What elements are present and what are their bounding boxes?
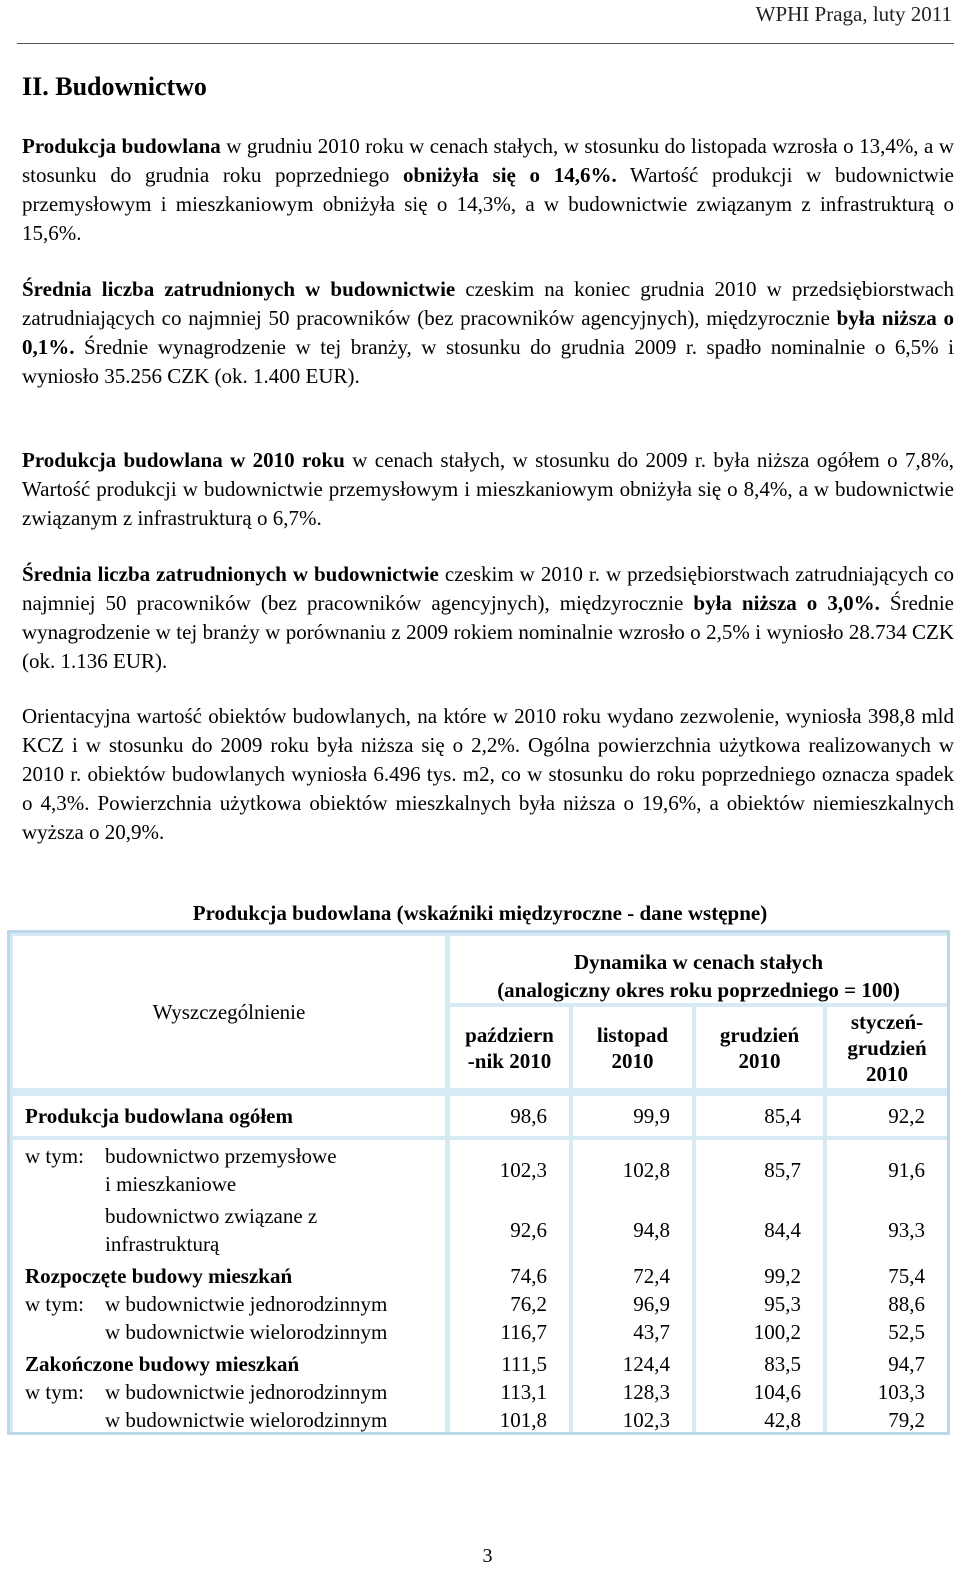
col-header-line: styczeń- — [850, 1009, 924, 1034]
data-table — [7, 930, 950, 1435]
p1-bold-2: obniżyła się o 14,6%. — [403, 163, 617, 187]
table-cell: 102,3 — [622, 1408, 670, 1432]
col-header-line: 2010 — [611, 1048, 654, 1073]
col-header-line: 2010 — [866, 1061, 908, 1086]
p1-bold-1: Produkcja budowlana — [22, 134, 221, 158]
row-label-completed: Zakończone budowy mieszkań — [25, 1352, 300, 1376]
section-title: II. Budownictwo — [22, 72, 207, 101]
row-prefix: w tym: — [25, 1292, 84, 1316]
table-cell: 113,1 — [500, 1380, 547, 1404]
row-label-total: Produkcja budowlana ogółem — [13, 1096, 445, 1136]
group-header-line2: (analogiczny okres roku poprzedniego = 100) — [497, 978, 900, 1002]
table-col-cell — [827, 1260, 947, 1348]
table-cell: 83,5 — [764, 1352, 801, 1376]
col-header-line: grudzień — [847, 1035, 927, 1060]
column-header-november — [573, 1007, 692, 1088]
p2-text-2: Średnie wynagrodzenie w tej branży, w stosunku do grudnia 2009 r. spadło nominalnie o 6,5% i wyniosło 35.256 CZK (ok. 1.400 EUR). — [22, 335, 954, 388]
row-label-block2 — [13, 1140, 445, 1264]
column-header-october — [450, 1007, 569, 1088]
table-cell: 88,6 — [888, 1292, 925, 1316]
col-header-line: -nik 2010 — [467, 1048, 552, 1073]
row-label-single-family: w budownictwie jednorodzinnym — [105, 1380, 388, 1404]
paragraph-5 — [22, 702, 954, 847]
row-label-single-family: w budownictwie jednorodzinnym — [105, 1292, 388, 1316]
table-cell: 75,4 — [888, 1264, 925, 1288]
table-cell: 111,5 — [501, 1352, 547, 1376]
table-title: Produkcja budowlana (wskaźniki międzyroczne - dane wstępne) — [192, 901, 768, 925]
table-col-cell — [573, 1260, 692, 1348]
col-header-line: grudzień — [719, 1022, 800, 1047]
header-rule — [17, 43, 954, 44]
row-label-block4 — [13, 1348, 445, 1432]
table-cell: 116,7 — [500, 1320, 547, 1344]
table-cell: 99,2 — [764, 1264, 801, 1288]
table-col-cell — [827, 1348, 947, 1432]
table-col-cell — [450, 1348, 569, 1432]
table-cell: 93,3 — [888, 1218, 925, 1242]
paragraph-3 — [22, 446, 954, 533]
table-col-cell — [450, 1140, 569, 1264]
row-label-block3 — [13, 1260, 445, 1348]
col-header-line: listopad — [596, 1022, 669, 1047]
p4-bold-2: była niższa o 3,0%. — [693, 591, 880, 615]
p2-text-1: czeskim na koniec grudnia 2010 w przedsiębiorstwach zatrudniających co najmniej 50 pracowników (bez pracowników agencyjnych), międzyrocznie — [22, 277, 954, 330]
p4-bold-1: Średnia liczba zatrudnionych w budownictwie — [22, 562, 439, 586]
table-col-cell — [827, 1140, 947, 1264]
page-number: 3 — [482, 1545, 493, 1567]
column-header-jan-dec — [827, 1007, 947, 1088]
col-header-line: 2010 — [738, 1048, 781, 1073]
table-cell: 85,7 — [764, 1158, 801, 1182]
table-cell: 124,4 — [622, 1352, 670, 1376]
table-corner-label: Wyszczególnienie — [152, 999, 306, 1024]
table-cell: 96,9 — [633, 1292, 670, 1316]
table-cell: 101,8 — [499, 1408, 547, 1432]
table-cell: 43,7 — [633, 1320, 670, 1344]
p1-text-1: w grudniu 2010 roku w cenach stałych, w stosunku do listopada wzrosła o 13,4%, a w stosunku do grudnia roku poprzedniego — [22, 134, 954, 187]
p3-bold-1: Produkcja budowlana w 2010 roku — [22, 448, 345, 472]
row-label-multi-family: w budownictwie wielorodzinnym — [105, 1408, 388, 1432]
p3-text-1: w cenach stałych, w stosunku do 2009 r. była niższa ogółem o 7,8%, Wartość produkcji w budownictwie przemysłowym i mieszkaniowym obniżyła się o 8,4%, a w budownictwie związanym z infrastrukturą o 6,7%. — [22, 448, 954, 530]
table-cell: 84,4 — [764, 1218, 801, 1242]
table-col-cell — [696, 1140, 823, 1264]
p2-bold-2: była niższa o 0,1%. — [22, 306, 954, 359]
table-col-cell — [573, 1140, 692, 1264]
row-label-industrial: budownictwo przemysłowe — [105, 1144, 337, 1168]
p5-text-1: Orientacyjna wartość obiektów budowlanych, na które w 2010 roku wydano zezwolenie, wyniosła 398,8 mld KCZ i w stosunku do 2009 roku była niższa się o 2,2%. Ogólna powierzchnia użytkowa realizowanych w 2010 r. obiektów budowlanych wyniosła 6.496 tys. m2, co w stosunku do roku poprzedniego oznacza spadek o 4,3%. Powierzchnia użytkowa obiektów mieszkalnych była niższa o 19,6%, a obiektów niemieszkalnych wyższa o 20,9%. — [22, 704, 954, 844]
row-prefix: w tym: — [25, 1144, 84, 1168]
table-cell: 128,3 — [622, 1380, 670, 1404]
table-cell: 103,3 — [877, 1380, 925, 1404]
col-header-line: październ — [465, 1022, 554, 1047]
table-cell: 42,8 — [764, 1408, 801, 1432]
p4-text-1: czeskim w 2010 r. w przedsiębiorstwach zatrudniających co najmniej 50 pracowników (bez pracowników agencyjnych), międzyrocznie — [22, 562, 954, 615]
table-cell: 85,4 — [696, 1096, 823, 1136]
p1-text-2: Wartość produkcji w budownictwie przemysłowym i mieszkaniowym obniżyła się o 14,3%, a w budownictwie związanym z infrastrukturą o 15,6%. — [22, 163, 954, 245]
table-cell: 94,7 — [888, 1352, 925, 1376]
column-header-december — [696, 1007, 823, 1088]
row-label-infrastructure: budownictwo związane z — [105, 1204, 318, 1228]
row-label-industrial-cont: i mieszkaniowe — [105, 1172, 237, 1196]
table-cell: 92,2 — [827, 1096, 947, 1136]
table-cell: 94,8 — [633, 1218, 670, 1242]
table-cell: 99,9 — [573, 1096, 692, 1136]
table-col-cell — [573, 1348, 692, 1432]
p2-bold-1: Średnia liczba zatrudnionych w budownictwie — [22, 277, 456, 301]
paragraph-1 — [22, 132, 954, 248]
table-cell: 98,6 — [450, 1096, 569, 1136]
group-header-line1: Dynamika w cenach stałych — [573, 950, 824, 974]
document-header: WPHI Praga, luty 2011 — [755, 2, 952, 26]
row-label-infrastructure-cont: infrastrukturą — [105, 1232, 220, 1256]
table-col-cell — [696, 1260, 823, 1348]
table-corner-cell — [13, 936, 445, 1088]
table-cell: 52,5 — [888, 1320, 925, 1344]
table-cell: 79,2 — [888, 1408, 925, 1432]
table-cell: 104,6 — [753, 1380, 801, 1404]
table-group-header — [450, 936, 947, 1003]
table-cell: 74,6 — [510, 1264, 547, 1288]
table-col-cell — [450, 1260, 569, 1348]
table-cell: 91,6 — [888, 1158, 925, 1182]
table-cell: 92,6 — [510, 1218, 547, 1242]
table-cell: 72,4 — [633, 1264, 670, 1288]
table-cell: 76,2 — [510, 1292, 547, 1316]
table-col-cell — [696, 1348, 823, 1432]
table-cell: 102,8 — [622, 1158, 670, 1182]
table-cell: 95,3 — [764, 1292, 801, 1316]
paragraph-4 — [22, 560, 954, 676]
paragraph-2 — [22, 275, 954, 391]
row-prefix: w tym: — [25, 1380, 84, 1404]
table-cell: 100,2 — [753, 1320, 801, 1344]
row-label-multi-family: w budownictwie wielorodzinnym — [105, 1320, 388, 1344]
table-cell: 102,3 — [499, 1158, 547, 1182]
p4-text-2: Średnie wynagrodzenie w tej branży w porównaniu z 2009 rokiem nominalnie wzrosło o 2,5% i wyniosło 28.734 CZK (ok. 1.136 EUR). — [22, 591, 955, 673]
row-label-started: Rozpoczęte budowy mieszkań — [25, 1264, 293, 1288]
